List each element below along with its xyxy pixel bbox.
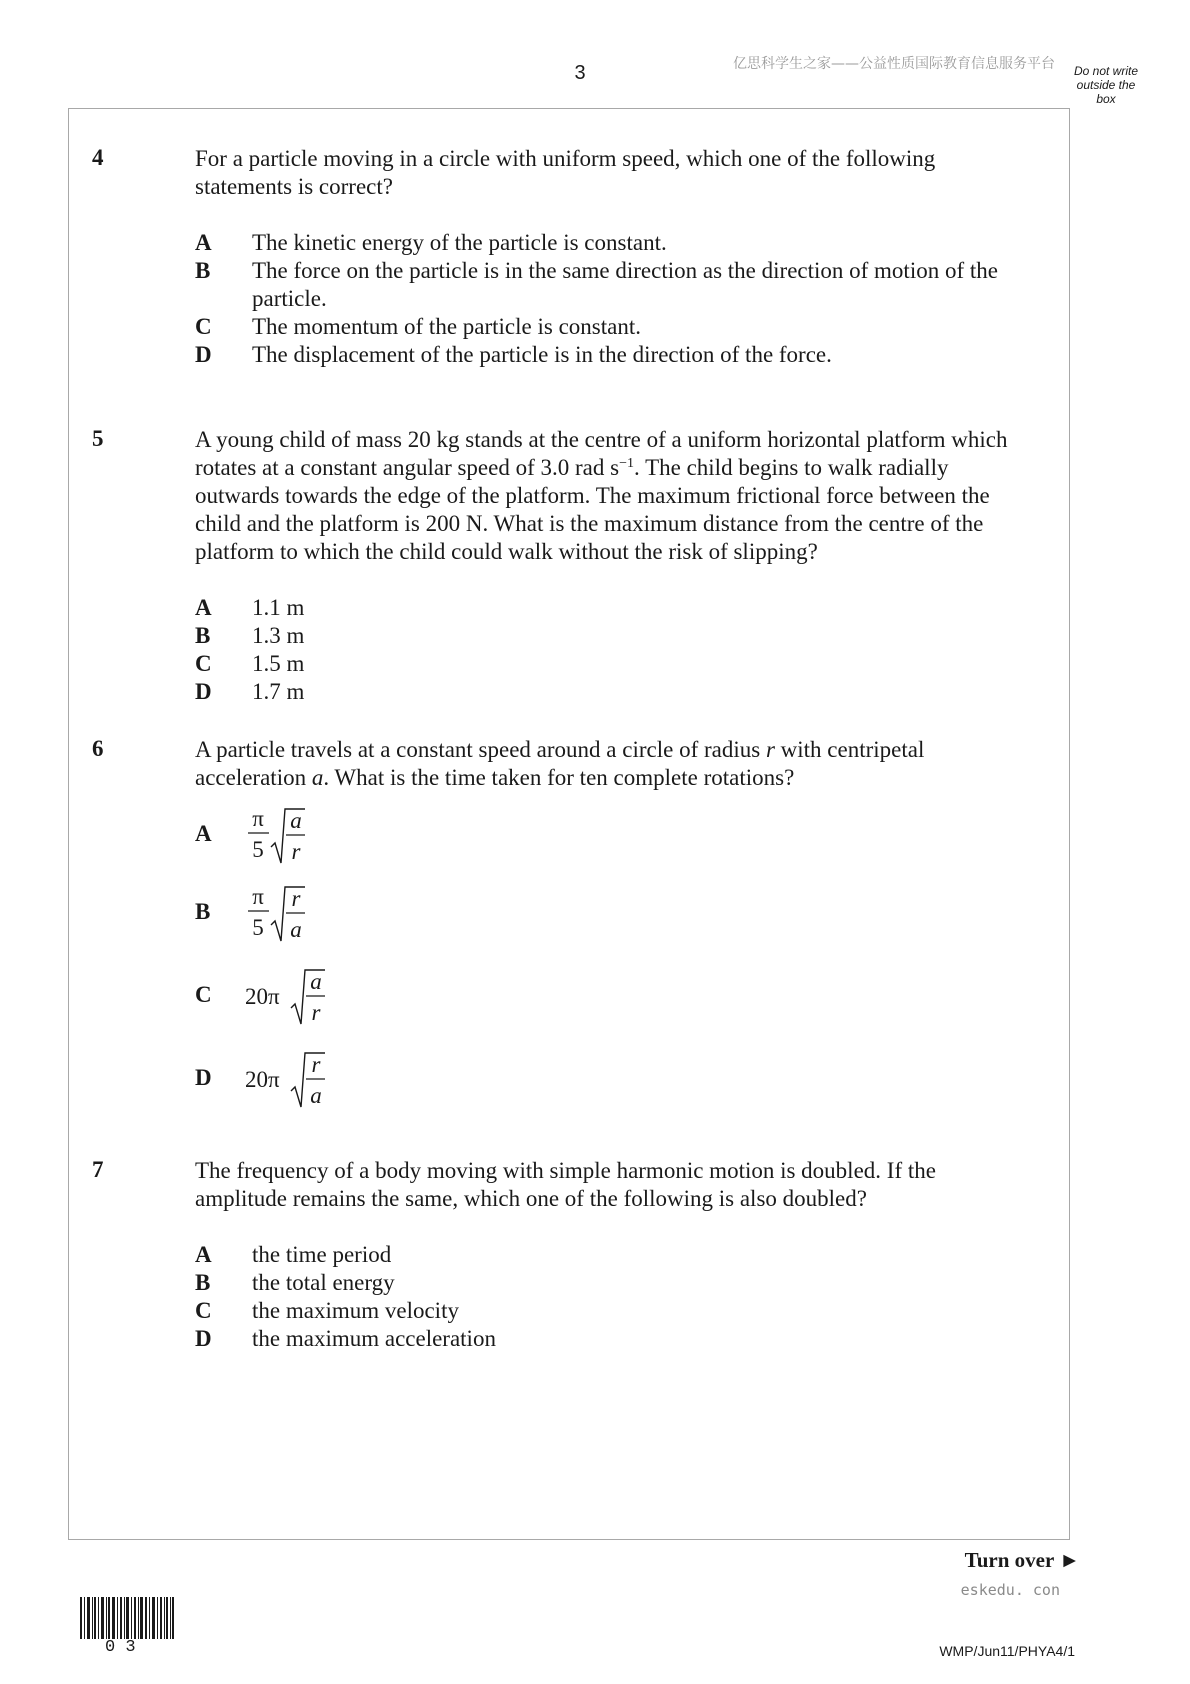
q6-option-c-letter: C	[195, 982, 212, 1007]
q6-option-a-formula	[245, 805, 315, 872]
q7-option-a-text: the time period	[252, 1242, 392, 1267]
margin-note-line: Do not write	[1073, 64, 1139, 78]
stem-line: outwards towards the edge of the platform. The maximum frictional force between the	[195, 483, 990, 508]
stem-line	[195, 764, 1065, 792]
q5-option-b-letter: B	[195, 623, 211, 648]
stem-line: The frequency of a body moving with simple harmonic motion is doubled. If the	[195, 1158, 936, 1183]
question-7-stem	[195, 1157, 1065, 1213]
q7-option-d-letter: D	[195, 1326, 212, 1351]
q5-option-c-text: 1.5 m	[252, 651, 305, 676]
q4-option-c-text: The momentum of the particle is constant.	[252, 314, 641, 339]
q5-option-d-text: 1.7 m	[252, 679, 305, 704]
q7-option-d-text: the maximum acceleration	[252, 1326, 496, 1351]
site-watermark: eskedu. con	[960, 1581, 1060, 1599]
root-numerator: r	[291, 886, 301, 911]
q4-option-a-text: The kinetic energy of the particle is constant.	[252, 230, 667, 255]
q6-option-a-letter: A	[195, 821, 212, 846]
root-denominator: r	[311, 1000, 321, 1025]
stem-text: rotates at a constant angular speed of 3.0 rad s	[195, 455, 620, 480]
stem-line	[195, 736, 1065, 764]
q6-option-b-formula	[245, 883, 315, 950]
q4-option-c-letter: C	[195, 314, 212, 339]
stem-text: . What is the time taken for ten complete rotations?	[323, 765, 795, 790]
question-6-number: 6	[92, 736, 104, 761]
q7-option-c-text: the maximum velocity	[252, 1298, 459, 1323]
paper-reference: WMP/Jun11/PHYA4/1	[939, 1643, 1075, 1659]
coef-denominator: 5	[252, 915, 264, 940]
stem-text: . The child begins to walk radially	[633, 455, 949, 480]
q4-option-b-text	[252, 257, 1062, 313]
root-denominator: r	[291, 839, 301, 864]
margin-note	[1066, 64, 1146, 106]
stem-line	[195, 454, 1065, 482]
header-watermark: 亿思科学生之家——公益性质国际教育信息服务平台	[733, 56, 1055, 72]
coef-numerator: π	[252, 806, 264, 831]
q4-option-b-letter: B	[195, 258, 211, 283]
q6-option-c-formula	[245, 966, 335, 1033]
stem-line: platform to which the child could walk without the risk of slipping?	[195, 539, 818, 564]
q4-option-a-letter: A	[195, 230, 212, 255]
q6-option-d-letter: D	[195, 1065, 212, 1090]
stem-line: child and the platform is 200 N. What is the maximum distance from the centre of the	[195, 511, 984, 536]
stem-line: A young child of mass 20 kg stands at the centre of a uniform horizontal platform which	[195, 427, 1008, 452]
q7-option-a-letter: A	[195, 1242, 212, 1267]
page-number: 3	[574, 62, 586, 84]
turn-over-label	[940, 1548, 1080, 1573]
q7-option-c-letter: C	[195, 1298, 212, 1323]
stem-line: amplitude remains the same, which one of the following is also doubled?	[195, 1186, 867, 1211]
root-numerator: a	[290, 808, 302, 833]
root-denominator: a	[290, 917, 302, 942]
question-6-stem	[195, 736, 1065, 792]
option-line: particle.	[252, 286, 327, 311]
stem-text: with centripetal	[780, 737, 925, 762]
stem-line: statements is correct?	[195, 174, 393, 199]
q6-option-d-formula	[245, 1049, 335, 1116]
question-4-stem	[195, 145, 1065, 201]
variable-a: a	[311, 765, 324, 790]
stem-text: acceleration	[195, 765, 307, 790]
coef-numerator: π	[252, 884, 264, 909]
question-4-number: 4	[92, 145, 104, 170]
coefficient: 20π	[245, 984, 280, 1009]
q5-option-a-letter: A	[195, 595, 212, 620]
q4-option-d-letter: D	[195, 342, 212, 367]
root-numerator: r	[311, 1052, 321, 1077]
stem-text: A particle travels at a constant speed around a circle of radius	[195, 737, 761, 762]
turn-over-text: Turn over	[964, 1548, 1054, 1572]
q6-option-b-letter: B	[195, 899, 211, 924]
unit-exponent: −1	[619, 456, 634, 471]
question-5-stem	[195, 426, 1065, 566]
margin-note-line: box	[1096, 92, 1116, 106]
coefficient: 20π	[245, 1067, 280, 1092]
option-line: The force on the particle is in the same direction as the direction of motion of the	[252, 258, 998, 283]
q7-option-b-text: the total energy	[252, 1270, 395, 1295]
root-numerator: a	[310, 969, 322, 994]
q4-option-d-text: The displacement of the particle is in the direction of the force.	[252, 342, 832, 367]
barcode-image	[80, 1597, 175, 1644]
margin-note-line: outside the	[1076, 78, 1136, 92]
q5-option-a-text: 1.1 m	[252, 595, 305, 620]
stem-line: For a particle moving in a circle with uniform speed, which one of the following	[195, 146, 936, 171]
root-denominator: a	[310, 1083, 322, 1108]
q5-option-b-text: 1.3 m	[252, 623, 305, 648]
question-5-number: 5	[92, 426, 104, 451]
q5-option-c-letter: C	[195, 651, 212, 676]
turn-over-arrow-icon: ►	[1059, 1548, 1080, 1572]
coef-denominator: 5	[252, 837, 264, 862]
question-7-number: 7	[92, 1157, 104, 1182]
q7-option-b-letter: B	[195, 1270, 211, 1295]
barcode-digits: 0 3	[105, 1638, 136, 1657]
q5-option-d-letter: D	[195, 679, 212, 704]
variable-r: r	[765, 737, 775, 762]
